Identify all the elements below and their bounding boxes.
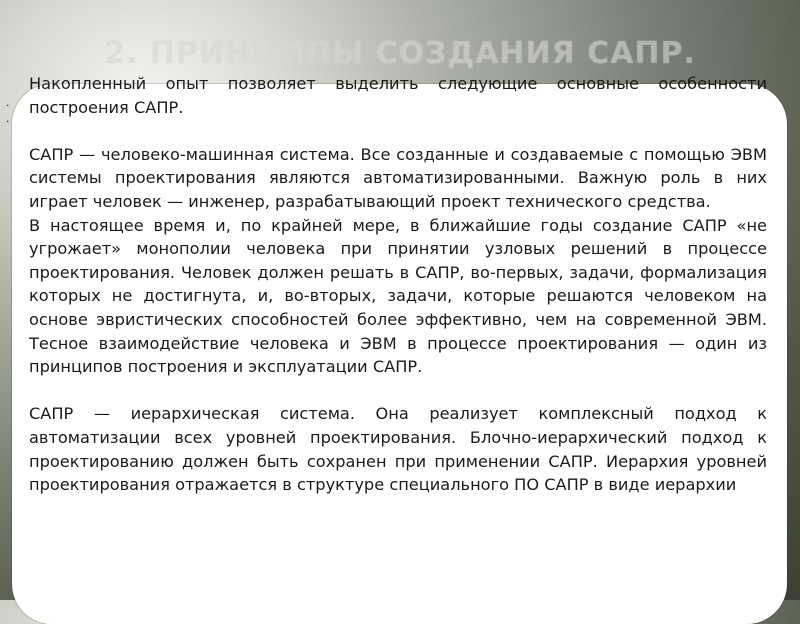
intro-paragraph: Накопленный опыт позволяет выделить следующие основные особенности построения САПР.: [29, 74, 767, 117]
paragraph-human-machine: САПР — человеко-машинная система. Все созданные и создаваемые с помощью ЭВМ системы проектирования являются автоматизированными. Важную роль в них играет человек — инженер, разрабатывающий проект технического средства.: [29, 144, 767, 211]
paragraph-monopoly: В настоящее время и, по крайней мере, в ближайшие годы создание САПР «не угрожает» монополии человека при принятии узловых решений в процессе проектирования. Человек должен решать в САПР, во-первых, задачи, формализация которых не достигнута, и, во-вторых, задачи, которые решаются человеком на основе эвристических способностей более эффективно, чем на современной ЭВМ. Тесное взаимодействие человека и ЭВМ в процессе проектирования — один из принципов построения и эксплуатации САПР.: [29, 215, 767, 377]
paragraph-spacer: [29, 119, 767, 143]
slide-title: 2. ПРИНЦИПЫ СОЗДАНИЯ САПР.: [104, 36, 696, 71]
bullet-mark-2: .: [6, 111, 10, 125]
paragraph-hierarchical: САПР — иерархическая система. Она реализует комплексный подход к автоматизации всех уровней проектирования. Блочно-иерархический подход к проектированию должен быть сохранен при применении САПР. Иерархия уровней проектирования отражается в структуре специального ПО САПР в виде иерархии: [29, 404, 767, 495]
slide-body: [29, 72, 767, 497]
paragraph-spacer: [29, 379, 767, 403]
bullet-mark-1: .: [6, 95, 10, 109]
